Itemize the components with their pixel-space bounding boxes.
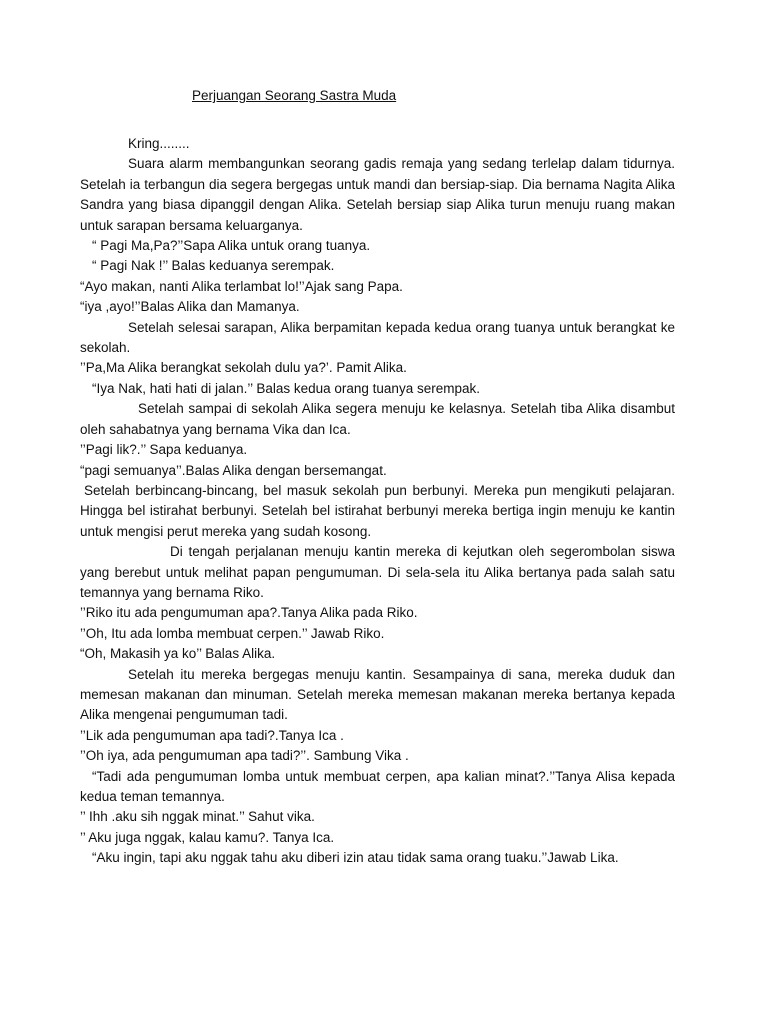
paragraph-19: ’’Lik ada pengumuman apa tadi?.Tanya Ica . — [80, 727, 344, 743]
paragraph-22: ’’ Ihh .aku sih nggak minat.’’ Sahut vika. — [80, 809, 315, 825]
document-body — [80, 134, 675, 869]
paragraph-10: Setelah sampai di sekolah Alika segera menuju ke kelasnya. Setelah tiba Alika disambut oleh sahabatnya yang bernama Vika dan Ica. — [80, 401, 675, 437]
paragraph-6: “iya ,ayo!’’Balas Alika dan Mamanya. — [80, 299, 300, 315]
paragraph-8: ’’Pa,Ma Alika berangkat sekolah dulu ya?’. Pamit Alika. — [80, 360, 407, 376]
paragraph-3: “ Pagi Ma,Pa?’’Sapa Alika untuk orang tuanya. — [92, 238, 371, 254]
document-page — [80, 0, 675, 1024]
paragraph-4: “ Pagi Nak !’’ Balas keduanya serempak. — [92, 258, 335, 274]
paragraph-7: Setelah selesai sarapan, Alika berpamitan kepada kedua orang tuanya untuk berangkat ke sekolah. — [80, 319, 675, 356]
paragraph-13: Setelah berbincang-bincang, bel masuk sekolah pun berbunyi. Mereka pun mengikuti pelajaran. Hingga bel istirahat berbunyi. Setelah bel istirahat berbunyi mereka bertiga ingin menuju ke kantin untuk mengisi perut mereka yang sudah kosong. — [80, 482, 675, 539]
paragraph-24: “Aku ingin, tapi aku nggak tahu aku diberi izin atau tidak sama orang tuaku.’’Jawab Lika. — [92, 850, 619, 866]
paragraph-23: ’’ Aku juga nggak, kalau kamu?. Tanya Ica. — [80, 829, 335, 845]
paragraph-12: “pagi semuanya’’.Balas Alika dengan bersemangat. — [80, 462, 387, 478]
paragraph-5: “Ayo makan, nanti Alika terlambat lo!’’Ajak sang Papa. — [80, 278, 403, 294]
paragraph-18: Setelah itu mereka bergegas menuju kantin. Sesampainya di sana, mereka duduk dan memesan makanan dan minuman. Setelah mereka memesan makanan mereka bertanya kepada Alika mengenai pengumuman tadi. — [80, 666, 675, 723]
paragraph-21: “Tadi ada pengumuman lomba untuk membuat cerpen, apa kalian minat?.’’Tanya Alisa kepada kedua teman temannya. — [80, 768, 675, 804]
paragraph-11: ’’Pagi lik?.’’ Sapa keduanya. — [80, 442, 248, 458]
paragraph-16: ’’Oh, Itu ada lomba membuat cerpen.’’ Jawab Riko. — [80, 625, 385, 641]
paragraph-17: “Oh, Makasih ya ko’’ Balas Alika. — [80, 646, 276, 662]
document-title: Perjuangan Seorang Sastra Muda — [192, 88, 397, 103]
paragraph-9: “Iya Nak, hati hati di jalan.’’ Balas kedua orang tuanya serempak. — [92, 380, 480, 396]
paragraph-2: Suara alarm membangunkan seorang gadis remaja yang sedang terlelap dalam tidurnya. Setelah ia terbangun dia segera bergegas untuk mandi dan bersiap-siap. Dia bernama Nagita Alika Sandra yang biasa dipanggil dengan Alika. Setelah bersiap siap Alika turun menuju ruang makan untuk sarapan bersama keluarganya. — [80, 156, 675, 233]
paragraph-1: Kring........ — [128, 136, 190, 151]
paragraph-20: ’’Oh iya, ada pengumuman apa tadi?’’. Sambung Vika . — [80, 748, 409, 764]
paragraph-15: ’’Riko itu ada pengumuman apa?.Tanya Alika pada Riko. — [80, 605, 418, 621]
paragraph-14: Di tengah perjalanan menuju kantin mereka di kejutkan oleh segerombolan siswa yang berebut untuk melihat papan pengumuman. Di sela-sela itu Alika bertanya pada salah satu temannya yang bernama Riko. — [80, 544, 675, 600]
